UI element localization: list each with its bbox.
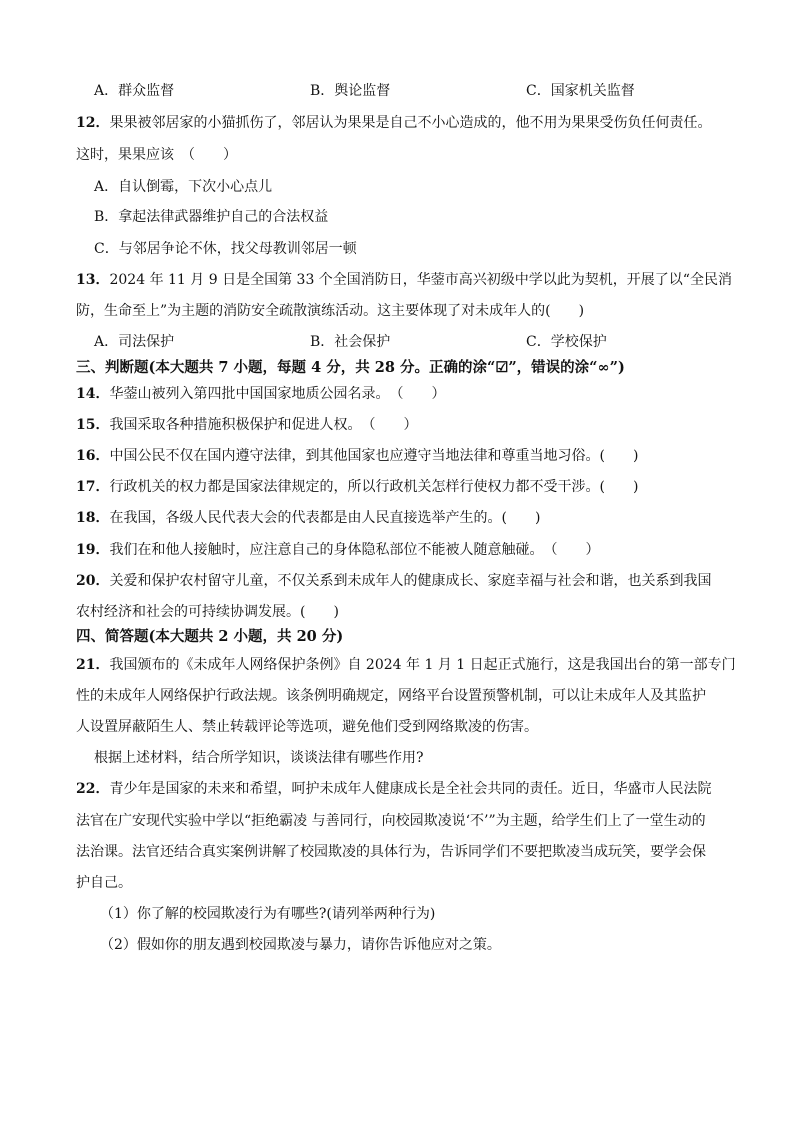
q21-line3: 人设置屏蔽陌生人、禁止转载评论等选项，避免他们受到网络欺凌的伤害。 [76, 719, 538, 735]
q18 [76, 508, 736, 528]
q13-stem-line2: 防，生命至上”为主题的消防安全疏散演练活动。这主要体现了对未成年人的( ) [76, 303, 585, 319]
q13-option-c: C．学校保护 [526, 334, 607, 350]
q16-number: 16． [76, 448, 110, 464]
q22-line4: 护自己。 [76, 875, 132, 891]
q14-number: 14． [76, 386, 110, 402]
section-4-heading: 四、简答题(本大题共 2 小题，共 20 分) [76, 628, 344, 645]
q21-line1 [76, 655, 736, 675]
q11-option-b: B．舆论监督 [310, 83, 391, 99]
q22-line2: 法官在广安现代实验中学以“拒绝霸凌 与善同行，向校园欺凌说‘不’”为主题，给学生们上了一堂生动的 [76, 813, 706, 829]
q12-option-b: B．拿起法律武器维护自己的合法权益 [94, 209, 329, 225]
q20-line2: 农村经济和社会的可持续协调发展。( ) [76, 604, 339, 620]
q14 [76, 384, 736, 404]
q13-text1: 2024 年 11 月 9 日是全国第 33 个全国消防日，华蓥市高兴初级中学以此为契机，开展了以“全民消 [109, 272, 732, 288]
q21-line2: 性的未成年人网络保护行政法规。该条例明确规定，网络平台设置预警机制，可以让未成年人及其监护 [76, 688, 706, 704]
q20-line1 [76, 571, 736, 591]
q22-line1 [76, 779, 736, 799]
q18-number: 18． [76, 510, 110, 526]
q16-text: 中国公民不仅在国内遵守法律，到其他国家也应遵守当地法律和尊重当地习俗。( ) [109, 448, 639, 464]
q18-text: 在我国，各级人民代表大会的代表都是由人民直接选举产生的。( ) [109, 510, 541, 526]
q21-question: 根据上述材料，结合所学知识，谈谈法律有哪些作用? [94, 750, 424, 766]
q22-text1: 青少年是国家的未来和希望，呵护未成年人健康成长是全社会共同的责任。近日，华盛市人民法院 [109, 781, 712, 797]
q17-number: 17． [76, 479, 110, 495]
q15 [76, 415, 736, 435]
q21-number: 21． [76, 657, 110, 673]
q12-number: 12． [76, 115, 110, 131]
q11-option-c: C．国家机关监督 [526, 83, 635, 99]
q17 [76, 477, 736, 497]
q13-stem-line1 [76, 270, 736, 290]
q22-subquestion-1: （1）你了解的校园欺凌行为有哪些?(请列举两种行为) [100, 906, 436, 922]
q15-text: 我国采取各种措施积极保护和促进人权。 （ ） [109, 417, 418, 433]
q22-number: 22． [76, 781, 110, 797]
q12-text1: 果果被邻居家的小猫抓伤了，邻居认为果果是自己不小心造成的，他不用为果果受伤负任何责任。 [109, 115, 712, 131]
q12-stem-line1 [76, 113, 736, 133]
q13-option-b: B．社会保护 [310, 334, 391, 350]
q20-text: 关爱和保护农村留守儿童，不仅关系到未成年人的健康成长、家庭幸福与社会和谐，也关系到我国 [109, 573, 712, 589]
q22-line3: 法治课。法官还结合真实案例讲解了校园欺凌的具体行为，告诉同学们不要把欺凌当成玩笑，要学会保 [76, 844, 706, 860]
q13-option-a: A．司法保护 [94, 334, 175, 350]
q12-stem-line2: 这时，果果应该 （ ） [76, 147, 237, 163]
q11-option-a: A．群众监督 [94, 83, 175, 99]
q19 [76, 540, 736, 560]
q20-number: 20． [76, 573, 110, 589]
section-3-heading: 三、判断题(本大题共 7 小题，每题 4 分，共 28 分。正确的涂“☑”，错误的涂“∞”) [76, 359, 625, 376]
q19-text: 我们在和他人接触时，应注意自己的身体隐私部位不能被人随意触碰。 （ ） [109, 542, 600, 558]
q12-option-a: A．自认倒霉，下次小心点儿 [94, 179, 273, 195]
q14-text: 华蓥山被列入第四批中国国家地质公园名录。 （ ） [109, 386, 446, 402]
q17-text: 行政机关的权力都是国家法律规定的，所以行政机关怎样行使权力都不受干涉。( ) [109, 479, 639, 495]
q22-subquestion-2: （2）假如你的朋友遇到校园欺凌与暴力，请你告诉他应对之策。 [100, 937, 501, 953]
q13-number: 13． [76, 272, 110, 288]
q19-number: 19． [76, 542, 110, 558]
q21-text1: 我国颁布的《未成年人网络保护条例》自 2024 年 1 月 1 日起正式施行，这是我国出台的第一部专门 [109, 657, 736, 673]
q16 [76, 446, 736, 466]
q15-number: 15． [76, 417, 110, 433]
q12-option-c: C．与邻居争论不休，找父母教训邻居一顿 [94, 241, 357, 257]
